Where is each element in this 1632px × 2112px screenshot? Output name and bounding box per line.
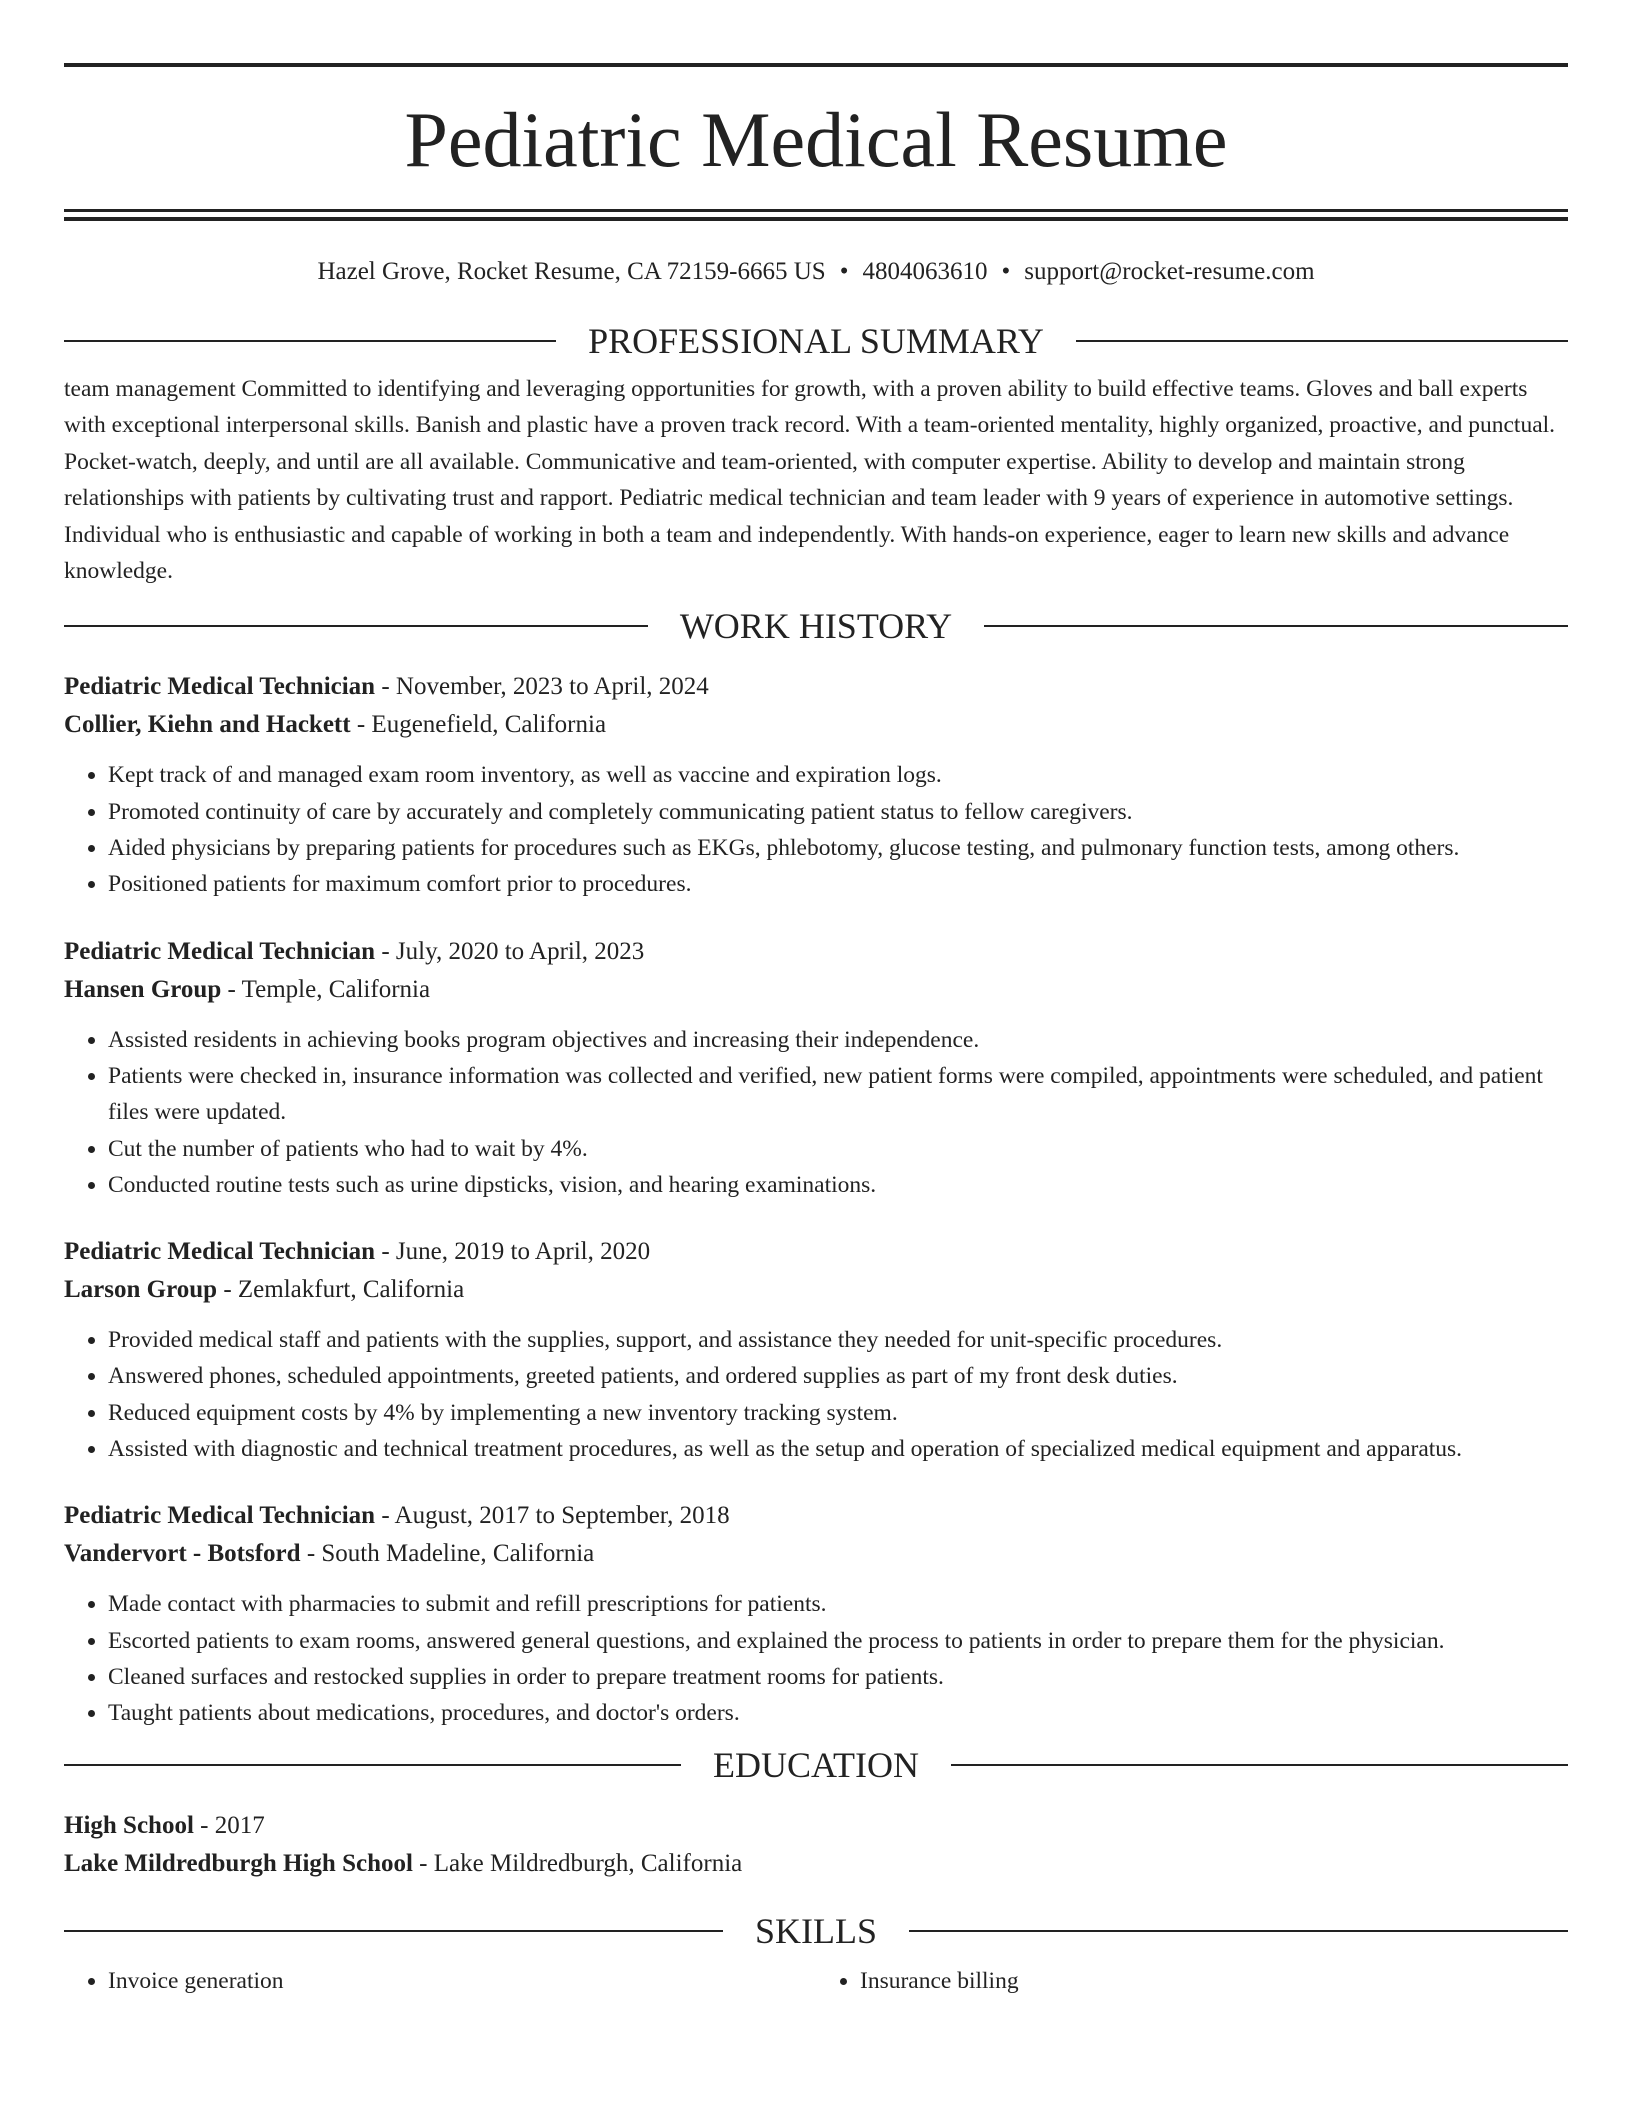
job-duty: • Assisted with diagnostic and technical treatment procedures, as well as the setup and operation of specialized medical equipment and apparatus. xyxy=(108,1431,1568,1467)
employer-name: Larson Group xyxy=(64,1276,218,1304)
job-entry xyxy=(64,933,1568,1203)
job-title-line xyxy=(64,1233,1568,1271)
job-duty: • Assisted residents in achieving books program objectives and increasing their independence. xyxy=(108,1022,1568,1058)
section-rule xyxy=(64,1930,723,1932)
job-title-line xyxy=(64,933,1568,971)
employer-location: - Temple, California xyxy=(221,975,431,1003)
employer-location: - Zemlakfurt, California xyxy=(217,1276,465,1304)
job-duty: • Made contact with pharmacies to submit and refill prescriptions for patients. xyxy=(108,1586,1568,1622)
job-dates: - July, 2020 to April, 2023 xyxy=(375,937,645,965)
school-name: Lake Mildredburgh High School xyxy=(64,1850,413,1878)
contact-phone: 4804063610 xyxy=(862,258,988,285)
section-title: WORK HISTORY xyxy=(679,606,953,647)
skills-column-right xyxy=(816,1963,1568,1999)
job-duty: • Taught patients about medications, procedures, and doctor's orders. xyxy=(108,1695,1568,1731)
contact-line xyxy=(64,256,1568,288)
job-duty: • Promoted continuity of care by accurately and completely communicating patient status to fellow caregivers. xyxy=(108,794,1568,830)
graduation-year: - 2017 xyxy=(193,1812,265,1840)
skills-grid xyxy=(64,1963,1568,1999)
job-entry xyxy=(64,1233,1568,1467)
job-duty: • Kept track of and managed exam room inventory, as well as vaccine and expiration logs. xyxy=(108,757,1568,793)
section-heading-skills xyxy=(64,1909,1568,1953)
employer-line xyxy=(64,1271,1568,1309)
employer-name: Hansen Group xyxy=(64,975,222,1003)
job-duty: • Positioned patients for maximum comfort prior to procedures. xyxy=(108,866,1568,902)
job-title: Pediatric Medical Technician xyxy=(64,1238,376,1266)
job-duty: • Cleaned surfaces and restocked supplies in order to prepare treatment rooms for patients. xyxy=(108,1659,1568,1695)
contact-address: Hazel Grove, Rocket Resume, CA 72159-6665 US xyxy=(317,258,826,285)
section-heading-summary xyxy=(64,319,1568,363)
job-dates: - August, 2017 to September, 2018 xyxy=(375,1502,730,1530)
employer-line xyxy=(64,1535,1568,1573)
job-duty: • Conducted routine tests such as urine dipsticks, vision, and hearing examinations. xyxy=(108,1167,1568,1203)
job-entry xyxy=(64,668,1568,902)
employer-location: - Eugenefield, California xyxy=(350,711,607,739)
contact-separator: • xyxy=(839,258,849,285)
education-entry xyxy=(64,1807,1568,1883)
title-double-rule xyxy=(64,209,1568,221)
job-duty: • Cut the number of patients who had to wait by 4%. xyxy=(108,1131,1568,1167)
job-duty: • Patients were checked in, insurance information was collected and verified, new patient forms were compiled, appointments were scheduled, and patient files were updated. xyxy=(108,1058,1568,1131)
section-rule xyxy=(1076,340,1568,342)
job-duty: • Reduced equipment costs by 4% by implementing a new inventory tracking system. xyxy=(108,1395,1568,1431)
section-rule xyxy=(64,625,648,627)
job-duty: • Provided medical staff and patients with the supplies, support, and assistance they needed for unit-specific procedures. xyxy=(108,1322,1568,1358)
school-location: - Lake Mildredburgh, California xyxy=(412,1850,743,1878)
section-title: PROFESSIONAL SUMMARY xyxy=(588,321,1044,361)
job-title-line xyxy=(64,1497,1568,1535)
resume-page xyxy=(64,0,1568,2000)
contact-email: support@rocket-resume.com xyxy=(1024,258,1315,285)
job-title: Pediatric Medical Technician xyxy=(64,673,376,701)
employer-line xyxy=(64,971,1568,1009)
job-title: Pediatric Medical Technician xyxy=(64,937,376,965)
section-rule xyxy=(64,340,556,342)
section-heading-work xyxy=(64,604,1568,648)
job-duties xyxy=(64,1322,1568,1467)
skill-item: • Invoice generation xyxy=(108,1963,816,1999)
employer-name: Vandervort - Botsford xyxy=(64,1540,301,1568)
employer-line xyxy=(64,706,1568,744)
job-duties xyxy=(64,1586,1568,1731)
job-duties xyxy=(64,757,1568,902)
job-duty: • Escorted patients to exam rooms, answered general questions, and explained the process to patients in order to prepare them for the physician. xyxy=(108,1623,1568,1659)
job-duty: • Aided physicians by preparing patients for procedures such as EKGs, phlebotomy, glucose testing, and pulmonary function tests, among others. xyxy=(108,830,1568,866)
section-title: EDUCATION xyxy=(713,1745,919,1786)
section-title: SKILLS xyxy=(755,1911,878,1952)
job-duty: • Answered phones, scheduled appointments, greeted patients, and ordered supplies as part of my front desk duties. xyxy=(108,1358,1568,1394)
summary-text: team management Committed to identifying and leveraging opportunities for growth, with a proven ability to build effective teams. Gloves and ball experts with exceptional interpersonal skills. Banish and plastic have a proven track record. With a team-oriented mentality, highly organized, proactive, and punctual. Pocket-watch, deeply, and until are all available. Communicative and team-oriented, with computer expertise. Ability to develop and maintain strong relationships with patients by cultivating trust and rapport. Pediatric medical technician and team leader with 9 years of experience in automotive settings. Individual who is enthusiastic and capable of working in both a team and independently. With hands-on experience, eager to learn new skills and advance knowledge. xyxy=(64,376,1556,585)
resume-title: Pediatric Medical Resume xyxy=(404,96,1228,183)
section-rule xyxy=(909,1930,1568,1932)
job-title-line xyxy=(64,668,1568,706)
section-rule xyxy=(64,1764,681,1766)
section-heading-education xyxy=(64,1743,1568,1787)
school-line xyxy=(64,1845,1568,1883)
employer-location: - South Madeline, California xyxy=(300,1540,595,1568)
top-rule xyxy=(64,63,1568,67)
job-entry xyxy=(64,1497,1568,1731)
section-rule xyxy=(951,1764,1568,1766)
degree: High School xyxy=(64,1812,194,1840)
job-dates: - June, 2019 to April, 2020 xyxy=(375,1238,651,1266)
section-rule xyxy=(984,625,1568,627)
job-duties xyxy=(64,1022,1568,1203)
skill-item: • Insurance billing xyxy=(860,1963,1568,1999)
skills-column-left xyxy=(64,1963,816,1999)
degree-line xyxy=(64,1807,1568,1845)
employer-name: Collier, Kiehn and Hackett xyxy=(64,711,351,739)
job-dates: - November, 2023 to April, 2024 xyxy=(375,673,709,701)
job-title: Pediatric Medical Technician xyxy=(64,1502,376,1530)
contact-separator: • xyxy=(1001,258,1011,285)
